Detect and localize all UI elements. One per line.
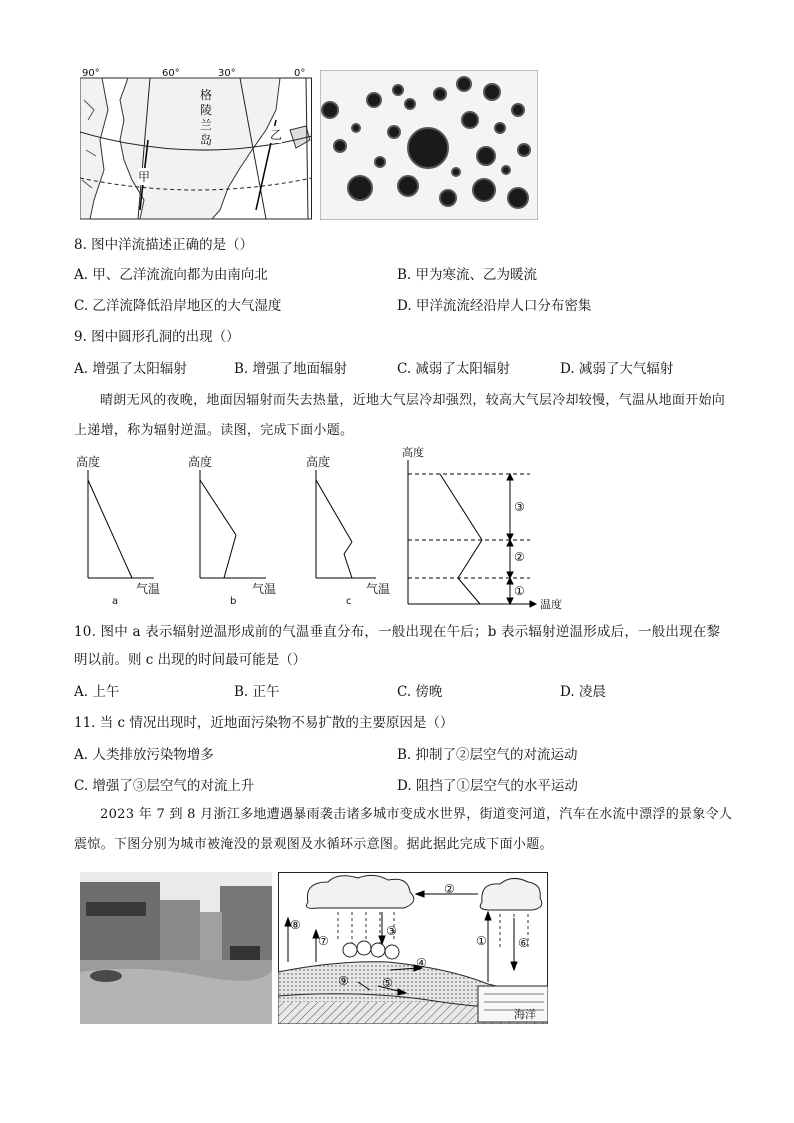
q11-option-b[interactable]: B. 抑制了②层空气的对流运动	[397, 747, 578, 763]
q10-stem-line2: 明以前。则 c 出现的时间最可能是（）	[74, 652, 307, 668]
lon-30-label: 30°	[218, 68, 236, 79]
q8-option-a[interactable]: A. 甲、乙洋流流向都为由南向北	[74, 267, 268, 283]
q11-option-a[interactable]: A. 人类排放污染物增多	[74, 747, 214, 763]
q10-option-d[interactable]: D. 凌晨	[560, 684, 606, 700]
wc-label-7: ⑦	[318, 934, 329, 948]
flooded-street-photo	[80, 872, 272, 1024]
q9-option-d[interactable]: D. 减弱了大气辐射	[560, 361, 674, 377]
current-yi-label: 乙	[270, 128, 283, 142]
chart-a-ylabel: 高度	[76, 455, 101, 469]
wc-label-9: ⑨	[338, 974, 349, 988]
chart-c-xlabel: 气温	[366, 582, 391, 596]
q8-option-d[interactable]: D. 甲洋流流经沿岸人口分布密集	[397, 298, 592, 314]
chart-b-xlabel: 气温	[252, 582, 277, 596]
q9-option-c[interactable]: C. 减弱了太阳辐射	[397, 361, 510, 377]
chart-a-xlabel: 气温	[136, 582, 161, 596]
porous-rock-photo	[320, 70, 538, 220]
lon-60-label: 60°	[162, 68, 180, 79]
current-jia-label: 甲	[138, 170, 151, 184]
layer-2-label: ②	[514, 550, 525, 564]
layer-1-label: ①	[514, 584, 525, 598]
lon-90-label: 90°	[82, 68, 100, 79]
chart-d-ylabel: 高度	[402, 446, 424, 459]
chart-c-ylabel: 高度	[306, 455, 331, 469]
q9-option-a[interactable]: A. 增强了太阳辐射	[74, 361, 187, 377]
wc-label-4: ④	[416, 956, 427, 970]
q10-option-c[interactable]: C. 傍晚	[397, 684, 443, 700]
wc-ocean-label: 海洋	[514, 1008, 536, 1021]
q9-stem: 9. 图中圆形孔洞的出现（）	[74, 329, 240, 345]
q10-option-a[interactable]: A. 上午	[74, 684, 120, 700]
temperature-profile-charts	[70, 446, 570, 611]
q9-option-b[interactable]: B. 增强了地面辐射	[234, 361, 348, 377]
chart-c-label: c	[346, 596, 352, 607]
chart-b-ylabel: 高度	[188, 455, 213, 469]
q11-stem: 11. 当 c 情况出现时，近地面污染物不易扩散的主要原因是（）	[74, 715, 454, 731]
wc-label-5: ⑤	[382, 976, 393, 990]
chart-a-label: a	[112, 596, 119, 607]
lon-0-label: 0°	[294, 68, 306, 79]
q8-option-c[interactable]: C. 乙洋流降低沿岸地区的大气湿度	[74, 298, 282, 314]
chart-b-label: b	[230, 596, 237, 607]
passage-zhejiang-flood: 2023 年 7 到 8 月浙江多地遭遇暴雨袭击诸多城市变成水世界，街道变河道，汽车在水流中漂浮的景象令人震惊。下图分别为城市被淹没的景观图及水循环示意图。据此据此完成下面小题。	[74, 807, 733, 852]
wc-label-3: ③	[386, 924, 397, 938]
q10-option-b[interactable]: B. 正午	[234, 684, 280, 700]
chart-d-xlabel: 温度	[540, 598, 562, 611]
q8-stem: 8. 图中洋流描述正确的是（）	[74, 237, 254, 253]
layer-3-label: ③	[514, 500, 525, 514]
passage-radiation-inversion: 晴朗无风的夜晚，地面因辐射而失去热量，近地大气层冷却强烈，较高大气层冷却较慢，气温从地面开始向上递增，称为辐射逆温。读图，完成下面小题。	[74, 393, 726, 438]
q11-option-d[interactable]: D. 阻挡了①层空气的水平运动	[397, 778, 578, 794]
wc-label-2: ②	[444, 882, 455, 896]
wc-label-8: ⑧	[290, 918, 301, 932]
water-cycle-diagram	[278, 872, 548, 1024]
island-label: 格 陵 兰 岛	[200, 88, 213, 147]
q11-option-c[interactable]: C. 增强了③层空气的对流上升	[74, 778, 255, 794]
wc-label-1: ①	[476, 934, 487, 948]
greenland-map	[80, 70, 312, 220]
q10-stem-line1: 10. 图中 a 表示辐射逆温形成前的气温垂直分布，一般出现在午后；b 表示辐射逆温形成后，一般出现在黎	[74, 624, 721, 640]
q8-option-b[interactable]: B. 甲为寒流、乙为暖流	[397, 267, 538, 283]
wc-label-6: ⑥	[518, 936, 529, 950]
